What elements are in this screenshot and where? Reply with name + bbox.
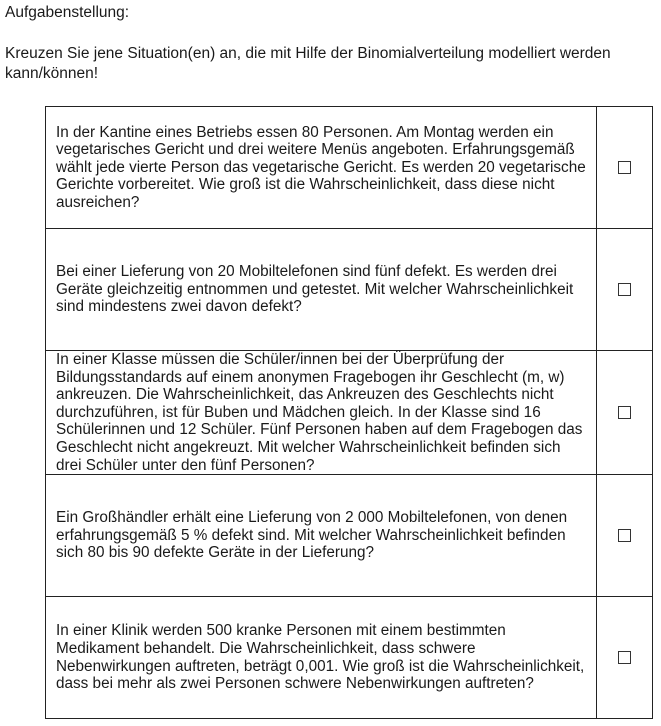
option-text: In einer Klinik werden 500 kranke Personen mit einem bestimmten Medikament behandelt. Die Wahrscheinlichkeit, dass schwere Nebenwirkungen auftreten, beträgt 0,001. Wie groß ist die Wahrscheinlichkeit, dass bei mehr als zwei Personen schwere Nebenwirkungen auftreten?: [46, 597, 597, 719]
option-checkbox-cell: [597, 597, 653, 719]
option-checkbox[interactable]: [618, 161, 631, 174]
option-row: [46, 597, 653, 719]
option-text: Bei einer Lieferung von 20 Mobiltelefonen sind fünf defekt. Es werden drei Geräte gleichzeitig entnommen und getestet. Mit welcher Wahrscheinlichkeit sind mindestens zwei davon defekt?: [46, 229, 597, 351]
task-instruction: Kreuzen Sie jene Situation(en) an, die mit Hilfe der Binomialverteilung modelliert werden kann/können!: [5, 45, 611, 82]
option-checkbox[interactable]: [618, 651, 631, 664]
option-checkbox-cell: [597, 229, 653, 351]
option-row: [46, 351, 653, 475]
option-checkbox-cell: [597, 107, 653, 229]
option-checkbox-cell: [597, 475, 653, 597]
option-row: [46, 229, 653, 351]
option-checkbox[interactable]: [618, 406, 631, 419]
option-text: In der Kantine eines Betriebs essen 80 Personen. Am Montag werden ein vegetarisches Gericht und drei weitere Menüs angeboten. Erfahrungsgemäß wählt jede vierte Person das vegetarische Gericht. Es werden 20 vegetarische Gerichte vorbereitet. Wie groß ist die Wahrscheinlichkeit, dass diese nicht ausreichen?: [46, 107, 597, 229]
option-checkbox-cell: [597, 351, 653, 475]
task-heading: Aufgabenstellung:: [5, 4, 130, 21]
option-text: In einer Klasse müssen die Schüler/innen bei der Überprüfung der Bildungsstandards auf einem anonymen Fragebogen ihr Geschlecht (m, w) ankreuzen. Die Wahrscheinlichkeit, das Ankreuzen des Geschlechts nicht durchzuführen, ist für Buben und Mädchen gleich. In der Klasse sind 16 Schülerinnen und 12 Schüler. Fünf Personen haben auf dem Fragebogen das Geschlecht nicht angekreuzt. Mit welcher Wahrscheinlichkeit befinden sich drei Schüler unter den fünf Personen?: [46, 351, 597, 475]
option-checkbox[interactable]: [618, 283, 631, 296]
option-text: Ein Großhändler erhält eine Lieferung von 2 000 Mobiltelefonen, von denen erfahrungsgemäß 5 % defekt sind. Mit welcher Wahrscheinlichkeit befinden sich 80 bis 90 defekte Geräte in der Lieferung?: [46, 475, 597, 597]
options-table: [45, 106, 653, 719]
option-checkbox[interactable]: [618, 529, 631, 542]
option-row: [46, 107, 653, 229]
option-row: [46, 475, 653, 597]
